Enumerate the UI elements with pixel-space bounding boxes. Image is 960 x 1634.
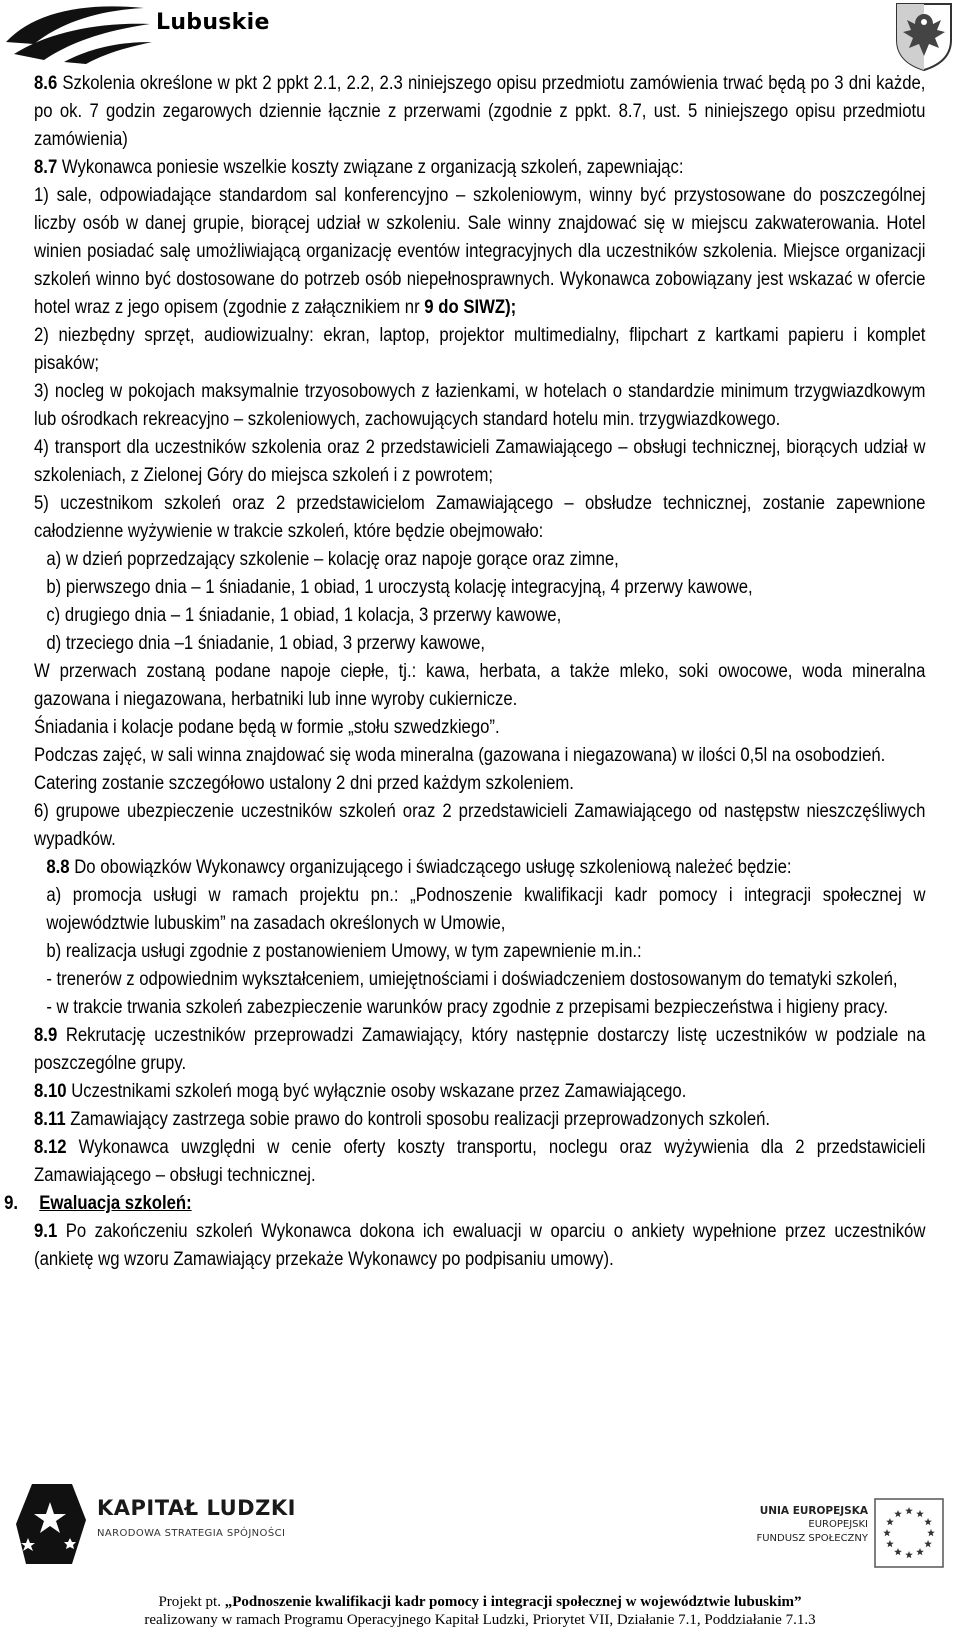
- paragraph-8-10: 8.10 Uczestnikami szkoleń mogą być wyłącznie osoby wskazane przez Zamawiającego.: [34, 1081, 687, 1102]
- paragraph-breaks: W przerwach zostaną podane napoje ciepłe, tj.: kawa, herbata, a także mleko, soki owocowe, woda mineralna gazowana i niegazowana, herbatniki lub inne wyroby cukiernicze.: [34, 661, 926, 710]
- paragraph-8-8-b2: - w trakcie trwania szkoleń zabezpieczenie warunków pracy zgodnie z przepisami bezpieczeństwa i higieny pracy.: [46, 997, 888, 1018]
- paragraph-8-7-2: 2) niezbędny sprzęt, audiowizualny: ekran, laptop, projektor multimedialny, flipchart z kartkami papieru i komplet pisaków;: [34, 325, 926, 374]
- paragraph-8-7-6: 6) grupowe ubezpieczenie uczestników szkoleń oraz 2 przedstawicieli Zamawiającego od następstw nieszczęśliwych wypadków.: [34, 801, 926, 850]
- lubuskie-swoosh-icon: [4, 2, 154, 66]
- kapital-ludzki-star-icon: [12, 1480, 90, 1568]
- paragraph-8-8-b1: - trenerów z odpowiednim wykształceniem, umiejętnościami i doświadczeniem dostosowanym do tematyki szkoleń,: [46, 969, 898, 990]
- paragraph-8-7-4: 4) transport dla uczestników szkolenia oraz 2 przedstawicieli Zamawiającego – obsługi technicznej, biorących udział w szkoleniach, z Zielonej Góry do miejsca szkoleń i z powrotem;: [34, 437, 926, 486]
- paragraph-water: Podczas zajęć, w sali winna znajdować się woda mineralna (gazowana i niegazowana) w ilości 0,5l na osobodzień.: [34, 745, 886, 766]
- paragraph-8-11: 8.11 Zamawiający zastrzega sobie prawo do kontroli sposobu realizacji przeprowadzonych szkoleń.: [34, 1109, 771, 1130]
- paragraph-8-7-1: 1) sale, odpowiadające standardom sal konferencyjno – szkoleniowym, winny być przystosowane do poszczególnej liczby osób w danej grupie, biorącej udział w szkoleniu. Sale winny znajdować się w miejscu zakwaterowania. Hotel winien posiadać salę umożliwiającą organizację eventów integracyjnych dla uczestników szkolenia. Miejsce organizacji szkoleń winno być dostosowane do potrzeb osób niepełnosprawnych. Wykonawca zobowiązany jest wskazać w ofercie hotel wraz z jego opisem (zgodnie z załącznikiem nr 9 do SIWZ);: [34, 185, 926, 318]
- paragraph-8-8-a: a) promocja usługi w ramach projektu pn.: „Podnoszenie kwalifikacji kadr pomocy i integracji społecznej w województwie lubuskim” na zasadach określonych w Umowie,: [46, 885, 926, 934]
- kapital-ludzki-subtitle: NARODOWA STRATEGIA SPÓJNOŚCI: [97, 1528, 286, 1539]
- lubuskie-crest-icon: [893, 0, 955, 72]
- page-header: [0, 0, 960, 72]
- project-footnote: [0, 1593, 960, 1629]
- eu-fund-line2: FUNDUSZ SPOŁECZNY: [756, 1533, 868, 1544]
- lubuskie-logo: [4, 2, 284, 68]
- footnote-line-2: realizowany w ramach Programu Operacyjnego Kapitał Ludzki, Priorytet VII, Działanie 7.1, Poddziałanie 7.1.3: [144, 1612, 816, 1628]
- eu-stars-flag-icon: [874, 1498, 944, 1568]
- lubuskie-wordmark: Lubuskie: [156, 10, 270, 35]
- eu-text-block: [756, 1504, 868, 1546]
- eu-efs-logo: [735, 1498, 950, 1573]
- paragraph-8-12: 8.12 Wykonawca uwzględni w cenie oferty koszty transportu, noclegu oraz wyżywienia dla 2 przedstawicieli Zamawiającego – obsługi technicznej.: [34, 1137, 926, 1186]
- paragraph-8-7: 8.7 Wykonawca poniesie wszelkie koszty związane z organizacją szkoleń, zapewniając:: [34, 157, 684, 178]
- footnote-line-1: Projekt pt. „Podnoszenie kwalifikacji kadr pomocy i integracji społecznej w województwie lubuskim”: [158, 1594, 802, 1610]
- paragraph-8-6: 8.6 Szkolenia określone w pkt 2 ppkt 2.1, 2.2, 2.3 niniejszego opisu przedmiotu zamówienia trwać będą po 3 dni każde, po ok. 7 godzin zegarowych dziennie łącznie z przerwami (zgodnie z ppkt. 8.7, ust. 5 niniejszego opisu przedmiotu zamówienia): [34, 73, 926, 150]
- kapital-ludzki-title: KAPITAŁ LUDZKI: [97, 1496, 296, 1520]
- kapital-ludzki-logo: [12, 1480, 312, 1568]
- paragraph-8-8-b: b) realizacja usługi zgodnie z postanowieniem Umowy, w tym zapewnienie m.in.:: [46, 941, 642, 962]
- meal-item-c: c) drugiego dnia – 1 śniadanie, 1 obiad, 1 kolacja, 3 przerwy kawowe,: [46, 605, 562, 626]
- paragraph-catering: Catering zostanie szczegółowo ustalony 2 dni przed każdym szkoleniem.: [34, 773, 574, 794]
- paragraph-8-8: 8.8 Do obowiązków Wykonawcy organizującego i świadczącego usługę szkoleniową należeć będzie:: [46, 857, 792, 878]
- page-footer: [0, 1480, 960, 1634]
- paragraph-breakfast: Śniadania i kolacje podane będą w formie „stołu szwedzkiego”.: [34, 717, 500, 738]
- meal-item-d: d) trzeciego dnia –1 śniadanie, 1 obiad, 3 przerwy kawowe,: [46, 633, 486, 654]
- eu-title: UNIA EUROPEJSKA: [759, 1505, 868, 1517]
- paragraph-8-7-3: 3) nocleg w pokojach maksymalnie trzyosobowych z łazienkami, w hotelach o standardzie minimum trzygwiazdkowym lub ośrodkach rekreacyjno – szkoleniowych, zachowujących standard hotelu min. trzygwiazdkowego.: [34, 381, 926, 430]
- paragraph-9-1: 9.1 Po zakończeniu szkoleń Wykonawca dokona ich ewaluacji w oparciu o ankiety wypełnione przez uczestników (ankietę wg wzoru Zamawiający przekaże Wykonawcy po podpisaniu umowy).: [34, 1221, 926, 1270]
- section-9-heading: 9. Ewaluacja szkoleń:: [4, 1193, 192, 1214]
- eu-fund-line1: EUROPEJSKI: [808, 1519, 868, 1530]
- document-body: [4, 70, 926, 1274]
- paragraph-8-9: 8.9 Rekrutację uczestników przeprowadzi Zamawiający, który następnie dostarczy listę uczestników w podziale na poszczególne grupy.: [34, 1025, 926, 1074]
- paragraph-8-7-5: 5) uczestnikom szkoleń oraz 2 przedstawicielom Zamawiającego – obsłudze technicznej, zostanie zapewnione całodzienne wyżywienie w trakcie szkoleń, które będzie obejmowało:: [34, 493, 926, 542]
- meal-item-a: a) w dzień poprzedzający szkolenie – kolację oraz napoje gorące oraz zimne,: [46, 549, 619, 570]
- meal-item-b: b) pierwszego dnia – 1 śniadanie, 1 obiad, 1 uroczystą kolację integracyjną, 4 przerwy kawowe,: [46, 577, 753, 598]
